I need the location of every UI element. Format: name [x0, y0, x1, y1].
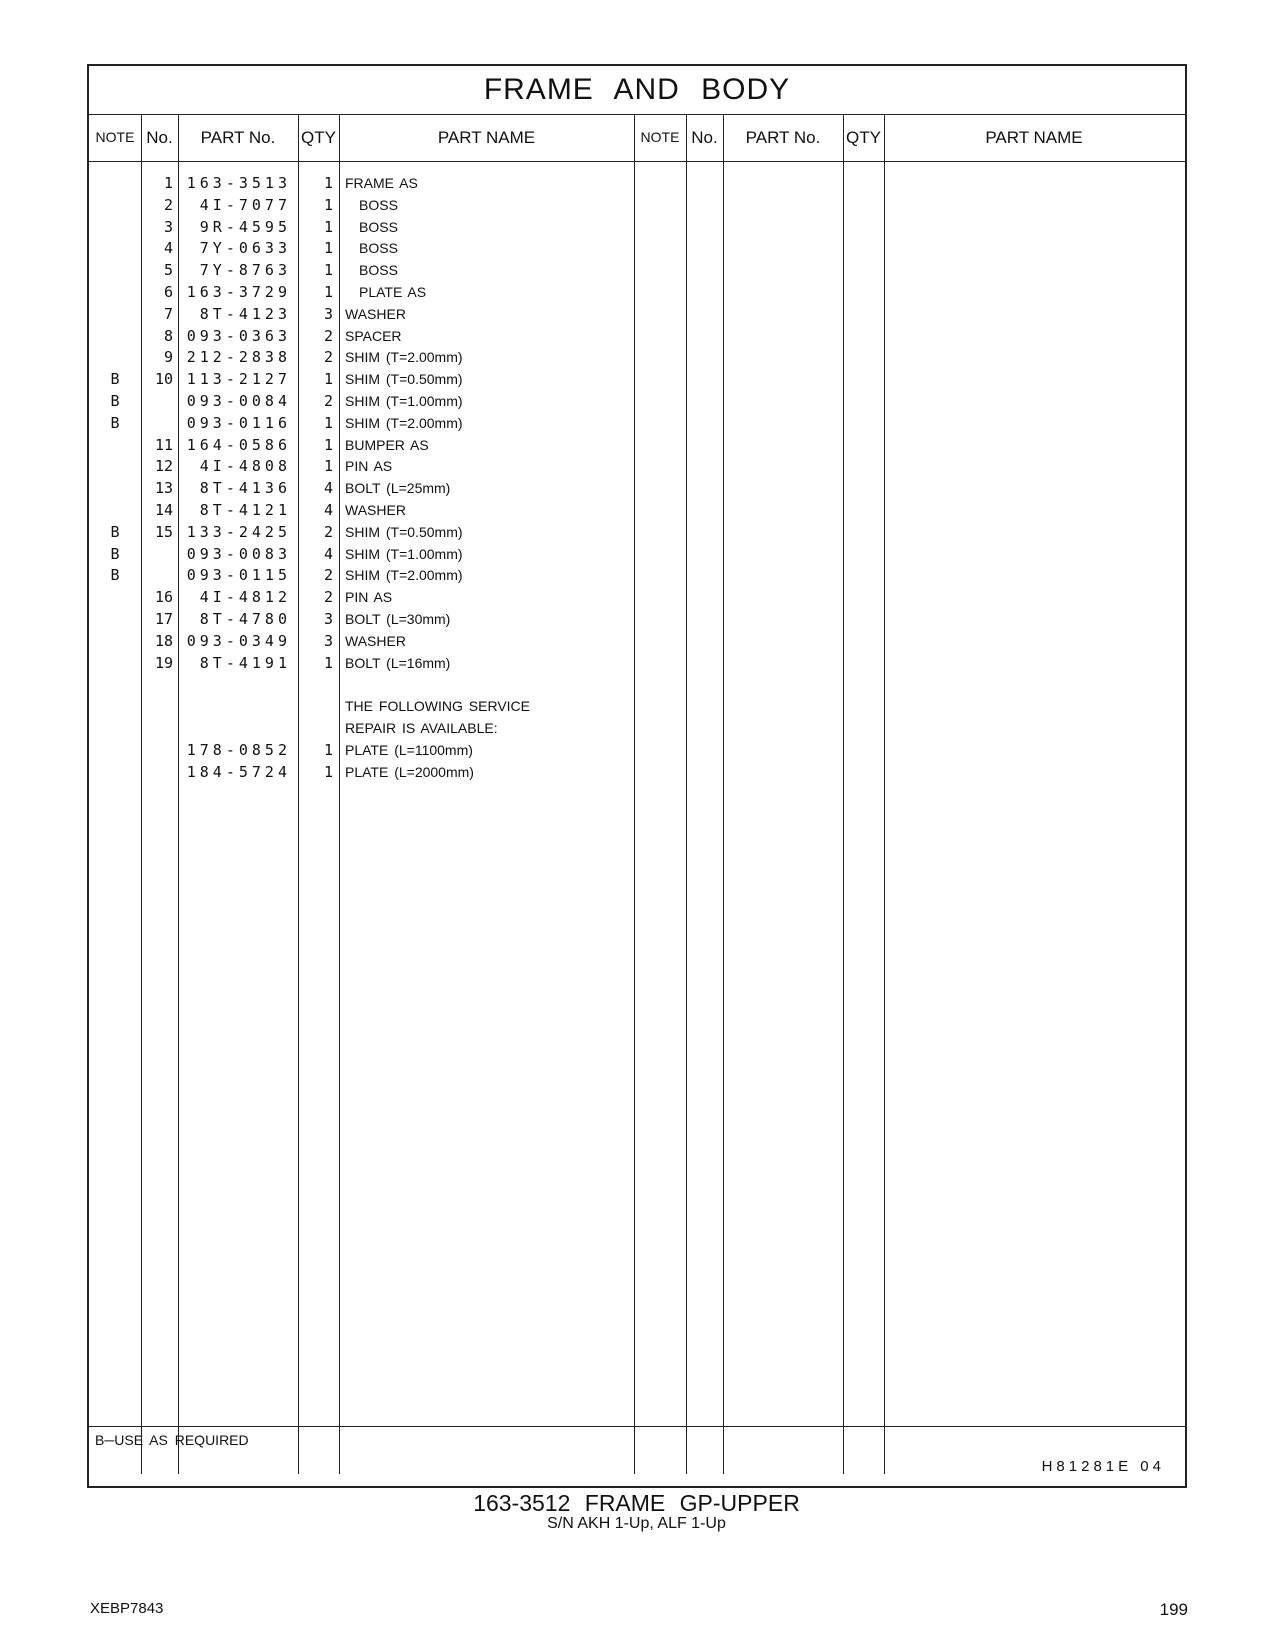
row-part-number: 4I-4808: [199, 457, 291, 476]
row-item-number: 8: [163, 326, 173, 345]
row-part-number: 163-3513: [186, 174, 291, 192]
header-qty-right: QTY: [846, 128, 881, 147]
row-item-number: 2: [163, 195, 173, 214]
row-item-number: 16: [154, 588, 173, 607]
row-part-name: SHIM (T=0.50mm): [345, 371, 463, 388]
table-row: [89, 390, 1185, 412]
row-quantity: 1: [323, 261, 333, 280]
table-row: [89, 434, 1185, 456]
table-row: [89, 259, 1185, 281]
row-quantity: 3: [323, 304, 333, 323]
table-row: [89, 477, 1185, 499]
row-part-number: 093-0115: [186, 566, 291, 585]
row-part-number: 212-2838: [186, 348, 291, 367]
row-part-name: SHIM (T=1.00mm): [345, 393, 463, 409]
table-row: [89, 303, 1185, 325]
table-header: [89, 114, 1185, 162]
row-part-number: 4I-7077: [199, 195, 291, 214]
page-number: 199: [1159, 1600, 1188, 1619]
row-part-number: 178-0852: [186, 740, 291, 759]
header-part-name-right: PART NAME: [985, 128, 1083, 147]
row-item-number: 15: [154, 522, 173, 541]
row-note: B: [110, 392, 120, 410]
row-note: B: [110, 413, 120, 432]
row-quantity: 1: [323, 283, 333, 301]
row-quantity: 1: [323, 457, 333, 476]
table-row: [89, 695, 1185, 717]
table-row: [89, 412, 1185, 434]
row-item-number: 1: [163, 174, 173, 192]
footnote: B─USE AS REQUIRED: [95, 1432, 249, 1448]
row-quantity: 1: [323, 740, 333, 759]
table-row: [89, 586, 1185, 608]
row-item-number: 5: [163, 261, 173, 280]
row-part-number: 8T-4123: [199, 304, 291, 323]
illustration-code: H81281E 04: [1041, 1458, 1165, 1475]
row-quantity: 3: [323, 631, 333, 650]
row-part-number: 164-0586: [186, 435, 291, 454]
table-row: [89, 630, 1185, 652]
table-row: [89, 608, 1185, 630]
row-item-number: 17: [154, 610, 173, 628]
row-item-number: 18: [154, 631, 173, 650]
table-row: [89, 652, 1185, 674]
row-quantity: 4: [323, 479, 333, 498]
row-quantity: 2: [323, 392, 333, 410]
row-quantity: 1: [323, 174, 333, 192]
row-part-name: SHIM (T=1.00mm): [345, 545, 463, 562]
row-part-number: 7Y-8763: [199, 261, 291, 280]
row-item-number: 12: [154, 457, 173, 476]
row-quantity: 4: [323, 544, 333, 563]
row-part-name: WASHER: [345, 502, 406, 518]
parts-table-frame: [87, 64, 1187, 1488]
table-row: [89, 172, 1185, 194]
header-part-name-left: PART NAME: [437, 128, 536, 147]
row-note: B: [110, 522, 120, 541]
row-part-number: 9R-4595: [199, 217, 291, 236]
table-row: [89, 325, 1185, 347]
row-part-name: WASHER: [345, 632, 406, 649]
row-part-name: SHIM (T=0.50mm): [345, 523, 463, 540]
row-part-number: 184-5724: [186, 762, 291, 781]
row-part-number: 8T-4121: [199, 501, 291, 519]
row-part-name: PLATE (L=2000mm): [345, 763, 474, 780]
row-quantity: 1: [323, 239, 333, 258]
row-part-name: BOLT (L=30mm): [345, 611, 451, 627]
row-part-name: PLATE AS: [359, 284, 427, 300]
row-item-number: 3: [163, 217, 173, 236]
row-part-name: REPAIR IS AVAILABLE:: [345, 720, 498, 736]
table-row: [89, 521, 1185, 543]
row-part-number: 4I-4812: [199, 588, 291, 607]
footnote-divider: [89, 1426, 1185, 1427]
row-note: B: [110, 544, 120, 563]
row-quantity: 1: [323, 435, 333, 454]
row-part-number: 113-2127: [186, 370, 291, 389]
table-row: [89, 237, 1185, 259]
row-quantity: 2: [323, 566, 333, 585]
row-note: B: [110, 566, 120, 585]
table-row: [89, 281, 1185, 303]
row-part-name: BOLT (L=16mm): [345, 654, 451, 671]
row-part-name: THE FOLLOWING SERVICE: [345, 698, 530, 715]
table-row: [89, 564, 1185, 586]
header-no-left: No.: [146, 128, 173, 147]
row-quantity: 2: [323, 348, 333, 367]
table-row: [89, 368, 1185, 390]
row-part-name: BOLT (L=25mm): [345, 480, 451, 497]
row-part-name: SHIM (T=2.00mm): [345, 567, 463, 584]
row-quantity: 1: [323, 195, 333, 214]
row-part-number: 093-0084: [186, 392, 291, 410]
document-id: XEBP7843: [90, 1600, 164, 1617]
row-part-number: 163-3729: [186, 283, 291, 301]
header-qty-left: QTY: [301, 128, 336, 147]
row-quantity: 4: [323, 501, 333, 519]
row-part-name: BOSS: [359, 262, 398, 279]
row-part-number: 093-0363: [186, 326, 291, 345]
table-title: FRAME AND BODY: [89, 66, 1185, 115]
table-row: [89, 761, 1185, 783]
row-part-number: 093-0116: [186, 413, 291, 432]
row-part-number: 093-0083: [186, 544, 291, 563]
table-row: [89, 739, 1185, 761]
table-row: [89, 717, 1185, 739]
row-part-name: WASHER: [345, 305, 406, 322]
table-row: [89, 194, 1185, 216]
row-item-number: 19: [154, 653, 173, 672]
row-item-number: 4: [163, 239, 173, 258]
row-item-number: 14: [154, 501, 173, 519]
row-part-name: SHIM (T=2.00mm): [345, 349, 463, 366]
row-part-number: 8T-4136: [199, 479, 291, 498]
header-no-right: No.: [691, 128, 718, 147]
group-caption: 163-3512 FRAME GP-UPPER: [473, 1490, 800, 1516]
header-note-left: NOTE: [95, 129, 135, 145]
row-part-name: BOSS: [359, 196, 398, 213]
header-note-right: NOTE: [640, 129, 680, 145]
row-part-number: 133-2425: [186, 522, 291, 541]
row-part-name: PLATE (L=1100mm): [345, 741, 473, 758]
row-part-number: 093-0349: [186, 631, 291, 650]
row-part-name: PIN AS: [345, 458, 393, 475]
row-part-name: SHIM (T=2.00mm): [345, 414, 463, 431]
table-row: [89, 673, 1185, 695]
row-part-name: BOSS: [359, 218, 398, 235]
row-part-name: BUMPER AS: [345, 436, 429, 453]
row-item-number: 7: [163, 304, 173, 323]
row-part-name: PIN AS: [345, 589, 393, 606]
row-note: B: [110, 370, 120, 389]
row-quantity: 2: [323, 588, 333, 607]
table-row: [89, 455, 1185, 477]
row-quantity: 1: [323, 653, 333, 672]
row-quantity: 2: [323, 326, 333, 345]
header-part-no-left: PART No.: [200, 128, 276, 147]
serial-range: S/N AKH 1-Up, ALF 1-Up: [547, 1515, 726, 1532]
row-part-name: BOSS: [359, 240, 398, 257]
parts-list: [89, 162, 1185, 1474]
table-row: [89, 543, 1185, 565]
table-row: [89, 499, 1185, 521]
row-item-number: 13: [154, 479, 173, 498]
row-quantity: 2: [323, 522, 333, 541]
row-quantity: 1: [323, 370, 333, 389]
row-part-number: 7Y-0633: [199, 239, 291, 258]
table-row: [89, 216, 1185, 238]
row-item-number: 9: [163, 348, 173, 367]
row-part-number: 8T-4780: [199, 610, 291, 628]
row-quantity: 1: [323, 762, 333, 781]
row-quantity: 1: [323, 413, 333, 432]
table-row: [89, 346, 1185, 368]
row-quantity: 1: [323, 217, 333, 236]
row-item-number: 10: [154, 370, 173, 389]
row-item-number: 6: [163, 283, 173, 301]
row-item-number: 11: [154, 435, 173, 454]
row-part-name: SPACER: [345, 327, 402, 344]
row-part-name: FRAME AS: [345, 175, 418, 191]
row-quantity: 3: [323, 610, 333, 628]
row-part-number: 8T-4191: [199, 653, 291, 672]
header-part-no-right: PART No.: [745, 128, 821, 147]
